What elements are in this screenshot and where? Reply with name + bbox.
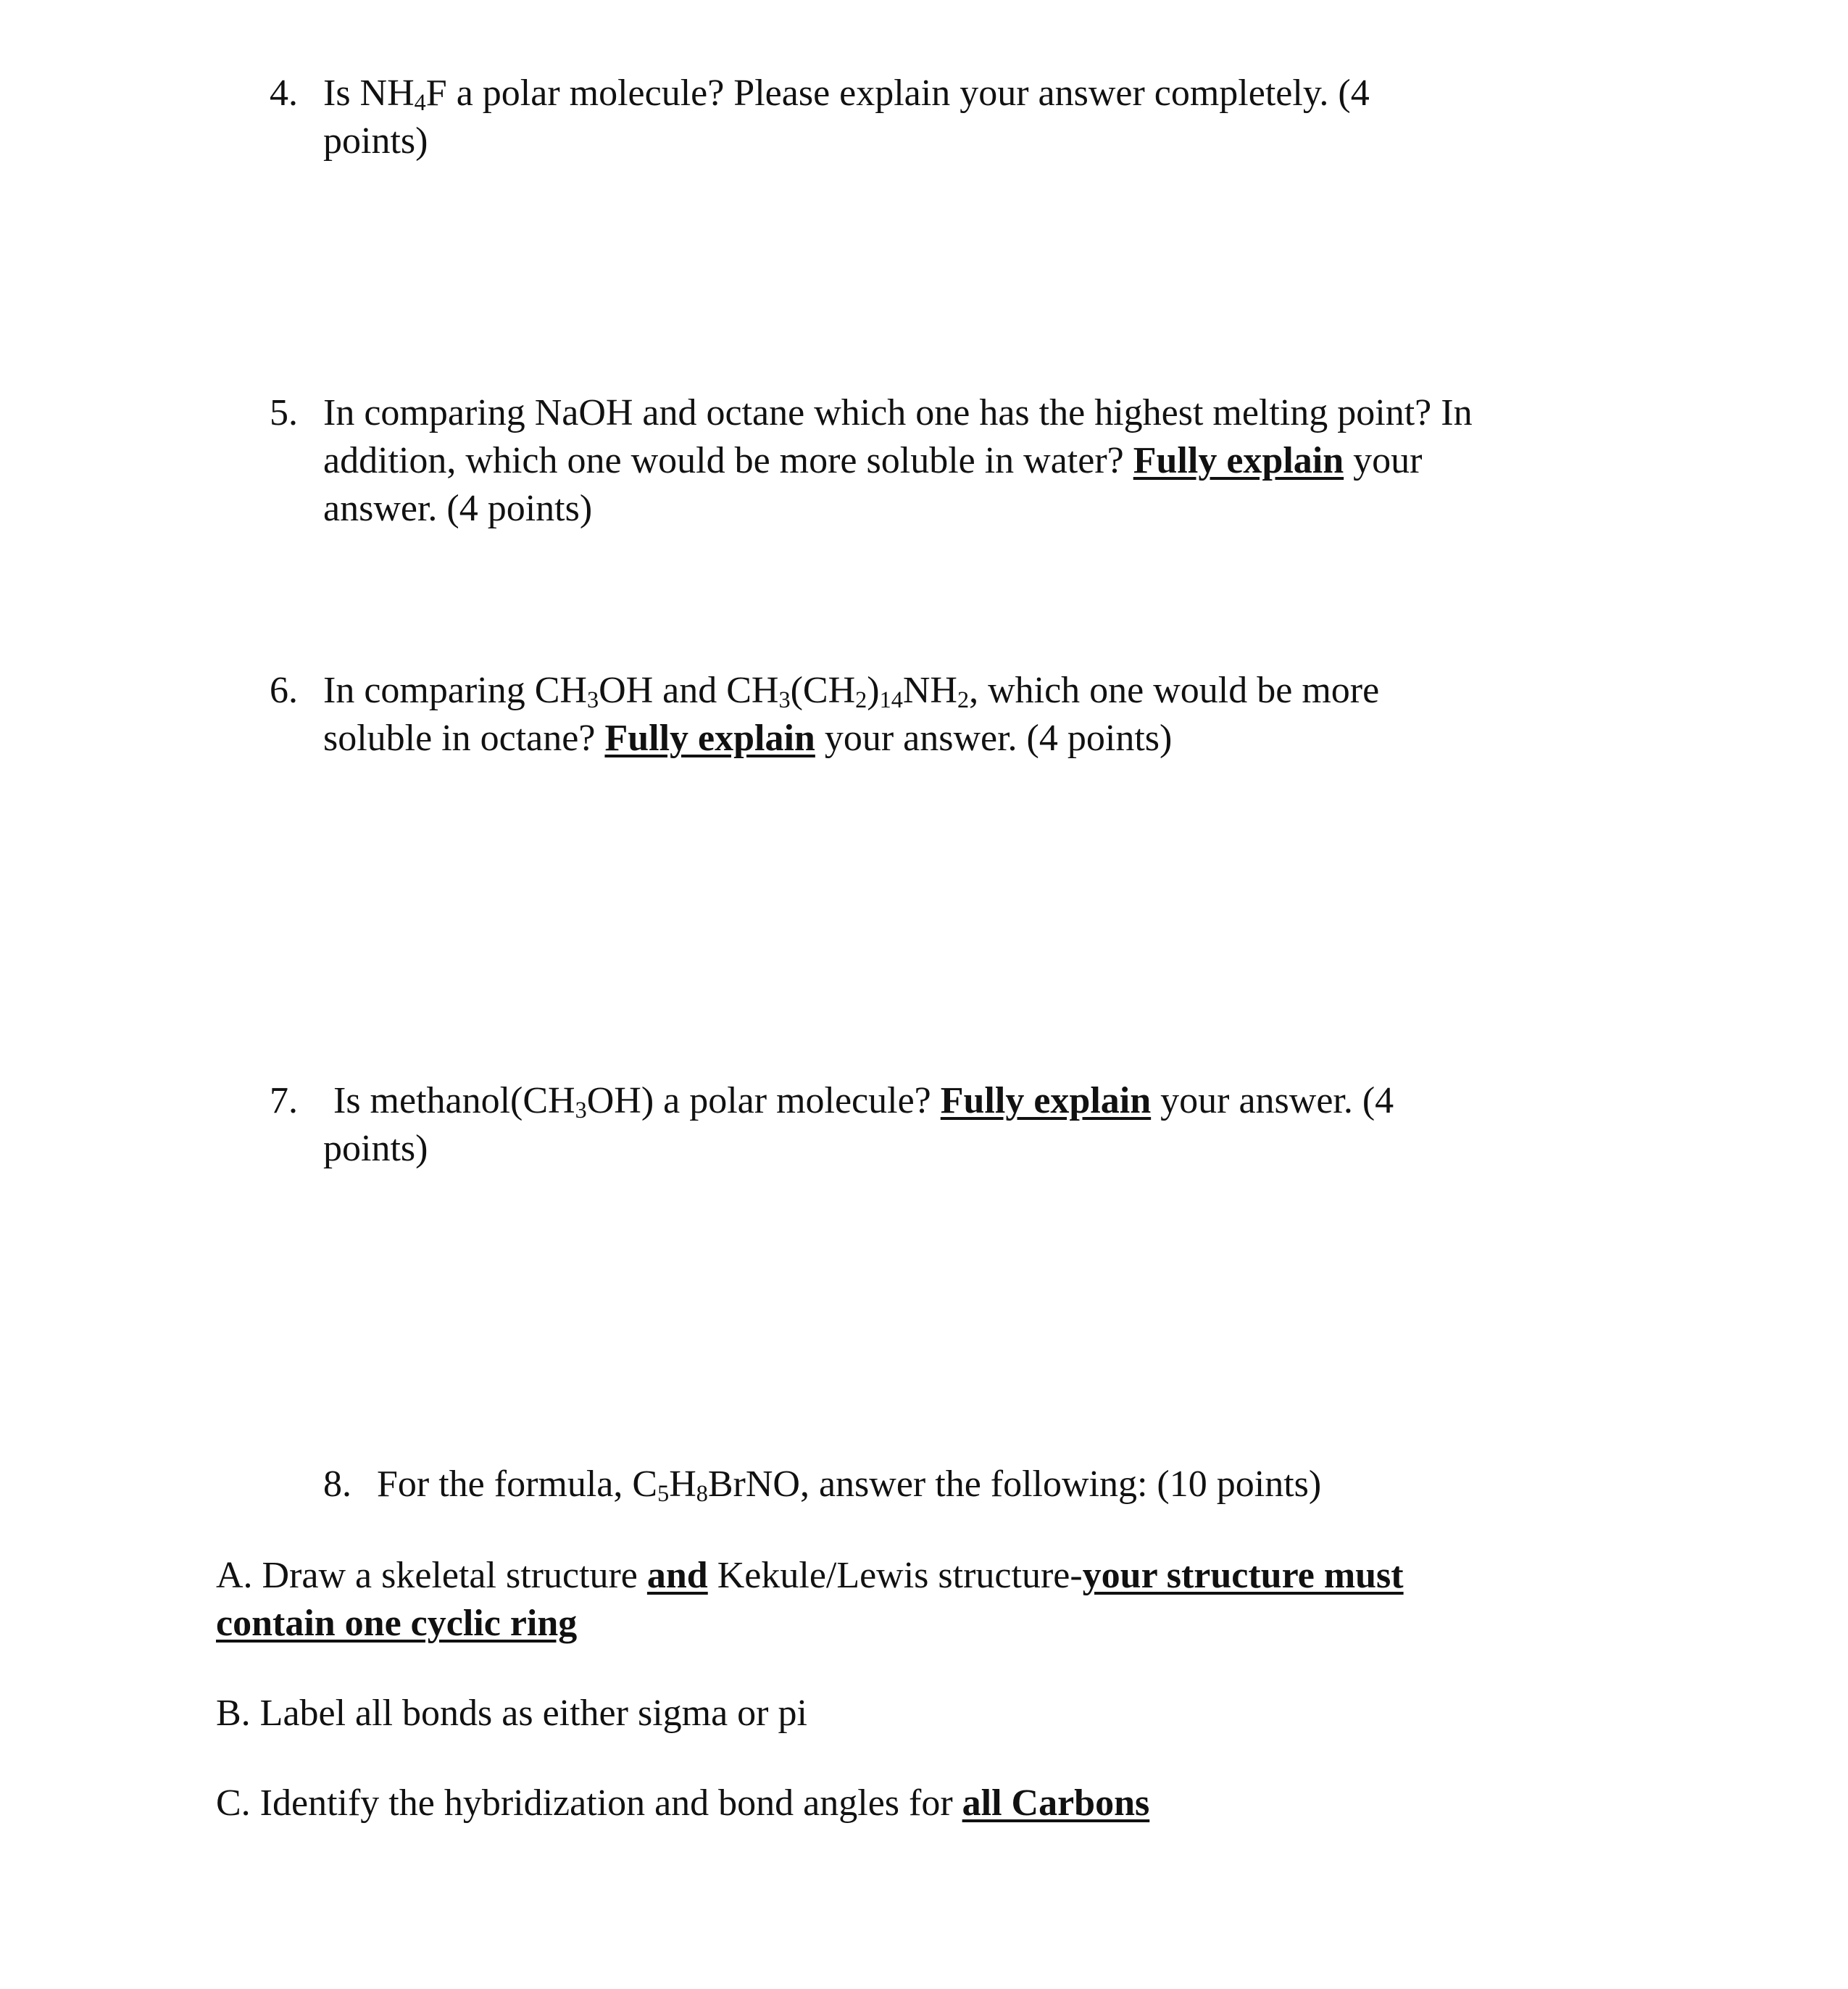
emphasis-fully-explain: Fully explain <box>1133 440 1344 481</box>
question-7-text: Is $methanol(CH_3OH)$ a polar molecule? Fully explain your answer. (4 points) <box>323 1080 1394 1169</box>
question-8-text: For the formula, $C_5H_8BrNO$, answer the following: (10 points) <box>377 1463 1322 1507</box>
part-b: B. Label all bonds as either sigma or pi <box>216 1693 807 1734</box>
emphasis-structure-requirement: your structure must <box>1082 1555 1404 1596</box>
question-4-text: Is $NH_4F$ a polar molecule? Please explain your answer completely. (4 points) <box>323 72 1370 162</box>
question-7-number: 7. <box>270 1080 298 1121</box>
question-5-text: In comparing NaOH and octane which one has the highest melting point? In addition, which one would be more soluble in water? Fully explain your answer. (4 points) <box>323 392 1473 529</box>
part-a: A. Draw a skeletal structure and Kekule/Lewis structure-your structure must contain one cyclic ring <box>216 1555 1404 1644</box>
emphasis-fully-explain: Fully explain <box>940 1080 1152 1121</box>
emphasis-fully-explain: Fully explain <box>604 718 815 759</box>
emphasis-cyclic-ring: contain one cyclic ring <box>216 1603 578 1644</box>
question-6-number: 6. <box>270 670 298 711</box>
emphasis-and: and <box>646 1555 708 1596</box>
part-c: C. Identify the hybridization and bond angles for all Carbons <box>216 1782 1150 1824</box>
question-5-number: 5. <box>270 392 298 433</box>
question-8-number: 8. <box>323 1463 351 1505</box>
question-6-text: In comparing $CH_3OH$ and $CH_3(CH_2)_{14}NH_2$, which one would be more soluble in octane? Fully explain your answer. (4 points) <box>323 670 1380 759</box>
question-4-number: 4. <box>270 72 298 114</box>
emphasis-all-carbons: all Carbons <box>962 1782 1150 1824</box>
